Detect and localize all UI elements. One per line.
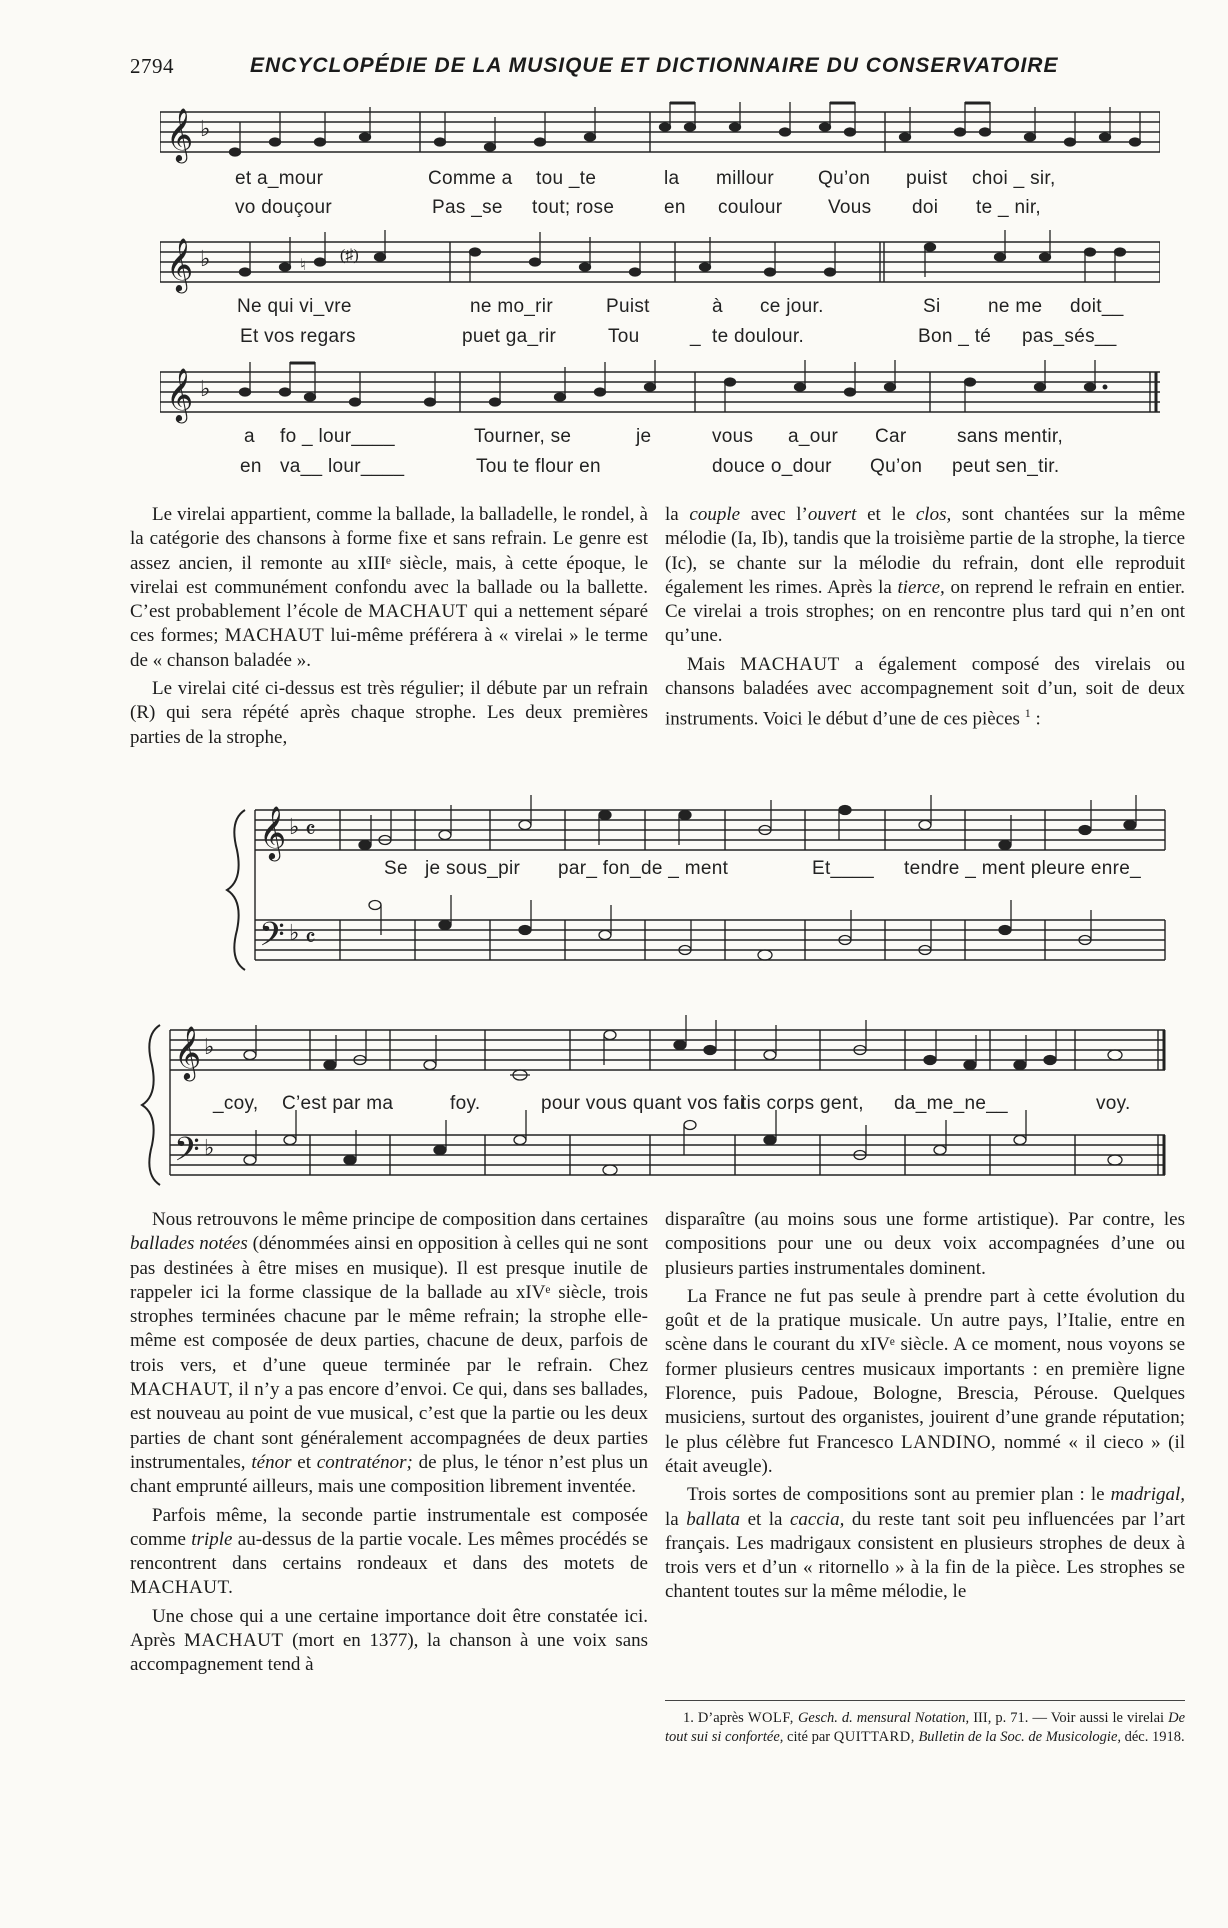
lyric: voy.: [1096, 1093, 1131, 1114]
lyric: _: [690, 326, 701, 347]
lyric: douce o_dour: [712, 456, 832, 477]
text-run: déc. 1918.: [1124, 1729, 1185, 1745]
text-run: et: [297, 1451, 311, 1473]
italic-term: couple: [689, 504, 741, 525]
text-run: (mort en 1377), la chanson à une voix sans accompagnement tend à: [130, 1630, 649, 1676]
lyric: peut sen_tir.: [952, 456, 1060, 477]
lyric: vous: [712, 426, 754, 447]
lyric: _coy,: [213, 1093, 259, 1114]
svg-text:♮: ♮: [300, 257, 306, 274]
right-column-bottom: [665, 1208, 1185, 1609]
lyric: te _ nir,: [976, 197, 1042, 218]
lyric: par_ fon_de _ ment: [558, 858, 729, 879]
text-run: Nous retrouvons le même principe de composition dans certaines: [152, 1209, 648, 1230]
svg-text:𝄢: 𝄢: [259, 916, 285, 962]
footnote-ref[interactable]: 1: [1024, 706, 1031, 721]
svg-text:(♯): (♯): [340, 247, 359, 264]
svg-text:𝄢: 𝄢: [174, 1131, 200, 1177]
footnote: [665, 1700, 1185, 1747]
paragraph: Le virelai cité ci-dessus est très régulier; il débute par un refrain (R) qui sera répété après chaque strophe. Les deux premières parties de la strophe,: [130, 678, 648, 748]
lyric: je sous_pir: [425, 858, 521, 879]
lyric: Tou te flour en: [476, 456, 601, 477]
paragraph: [665, 653, 1185, 732]
svg-text:♭: ♭: [289, 815, 300, 840]
author-name: MACHAUT.: [130, 1577, 234, 1599]
italic-term: ballades notées: [130, 1233, 248, 1255]
lyric: je: [636, 426, 652, 447]
lyric: Tourner, se: [474, 426, 572, 447]
lyric: a_our: [788, 426, 839, 447]
lyric: sans mentir,: [957, 426, 1064, 447]
italic-term: ballata: [686, 1508, 741, 1530]
svg-text:𝄞: 𝄞: [174, 1025, 202, 1079]
text-run: au-dessus de la partie vocale. Les mêmes procédés se rencontrent dans certains rondeaux et dans des motets de: [130, 1528, 649, 1575]
text-run: Mais: [687, 653, 725, 675]
lyric: doit__: [1070, 296, 1124, 317]
paragraph: [130, 1605, 648, 1678]
text-run: III, p. 71. — Voir aussi le virelai: [973, 1710, 1165, 1726]
author-name: LANDINO,: [901, 1431, 997, 1453]
lyric: Si: [923, 296, 941, 317]
italic-title: Bulletin de la Soc. de Musicologie,: [918, 1729, 1121, 1745]
text-run: a également composé des virelais ou chansons baladées avec accompagnement soit d’un, soit de deux instruments. Voici le début d’une de ces pièces: [665, 653, 1186, 730]
lyric: tout; rose: [532, 197, 615, 218]
lyric: ne mo_rir: [470, 296, 553, 317]
lyric: coulour: [718, 197, 783, 218]
music-staff-2: [160, 230, 1160, 300]
italic-title: De tout sui si confortée,: [665, 1710, 1186, 1745]
lyric: millour: [716, 168, 775, 189]
svg-text:♭: ♭: [200, 377, 211, 402]
author-name: MACHAUT,: [130, 1379, 234, 1401]
text-run: cité par: [787, 1729, 831, 1745]
text-run: Trois sortes de compositions sont au premier plan : le: [687, 1484, 1105, 1506]
text-run: il n’y a pas encore d’envoi. Ce qui, dans ses ballades, est nouveau au point de vue musical, c’est que la partie ou les deux parties de chant sont généralement accompagnées de deux parties instrumentales,: [130, 1379, 648, 1473]
author-name: WOLF,: [747, 1710, 794, 1726]
text-run: Parfois même, la seconde partie instrumentale est composée comme: [130, 1504, 648, 1550]
lyric: te doulour.: [712, 326, 805, 347]
text-run: Le virelai appartient, comme la ballade, la balladelle, le rondel, à la catégorie des chansons à forme fixe et sans refrain. Le genre est assez ancien, il remonte au xIIIᵉ siècle, mais, à cette époque, le virelai est communément confondu avec la ballade ou la ballette. C’est probablement l’école de: [130, 504, 648, 623]
lyric: tendre _ ment pleure enre_: [904, 858, 1142, 879]
svg-text:𝄴: 𝄴: [305, 924, 316, 952]
lyric: à: [712, 296, 723, 317]
grand-staff-1: [225, 790, 1170, 990]
running-title: ENCYCLOPÉDIE DE LA MUSIQUE ET DICTIONNAIRE DU CONSERVATOIRE: [250, 54, 1059, 77]
lyric: a: [244, 426, 255, 447]
italic-title: Gesch. d. mensural Notation,: [797, 1710, 970, 1726]
text-run: nommé « il cieco » (il était aveugle).: [665, 1431, 1186, 1477]
text-run: la: [665, 1508, 679, 1530]
italic-term: caccia,: [790, 1508, 845, 1530]
paragraph: disparaître (au moins sous une forme artistique). Par contre, les compositions pour une ou deux voix accompagnées d’une ou plusieurs parties instrumentales dominent.: [665, 1209, 1185, 1279]
paragraph: [130, 1504, 648, 1601]
left-column-bottom: [130, 1208, 648, 1682]
text-run: qui a nettement séparé ces formes;: [130, 601, 649, 647]
lyric: Comme a: [428, 168, 513, 189]
lyric: en: [240, 456, 262, 477]
text-run: et la: [747, 1508, 783, 1530]
right-column-top: [665, 503, 1185, 736]
lyric: choi _ sir,: [972, 168, 1056, 189]
lyric: Et vos regars: [240, 326, 356, 347]
text-run: sont chantées sur la même mélodie (Ia, Ib), tandis que la troisième partie de la strophe, la tierce (Ic), se chante sur la mélodie du refrain, dont elle reproduit également les rimes. Après la: [665, 504, 1186, 598]
lyric: Bon _ té: [918, 326, 992, 347]
page-number: 2794: [130, 54, 174, 78]
italic-term: triple: [191, 1528, 233, 1550]
lyric: Tou: [608, 326, 640, 347]
svg-text:♭: ♭: [200, 247, 211, 272]
svg-text:♭: ♭: [204, 1136, 215, 1161]
lyric: Et____: [812, 858, 875, 879]
lyric: en: [664, 197, 686, 218]
lyric: foy.: [450, 1093, 481, 1114]
italic-term: ouvert: [807, 504, 857, 525]
text-run: du reste tant soit peu influencées par l’art français. Les madrigaux consistent en plusieurs strophes de deux à trois vers et d’un « ritornello » à la fin de la pièce. Les strophes se chantent toutes sur la même mélodie, le: [665, 1508, 1185, 1603]
svg-text:𝄞: 𝄞: [166, 237, 194, 291]
left-column-top: [130, 503, 648, 754]
lyric: Qu’on: [870, 456, 923, 477]
text-run: (dénommées ainsi en opposition à celles qui ne sont pas destinées à être mises en musique). Il est presque inutile de rappeler ici la forme classique de la ballade au xIVᵉ siècle, trois strophes terminées chacune par le même refrain; la strophe elle-même est composée de deux parties, chacune de deux, parfois de trois vers, et d’une queue terminée par le refrain. Chez: [130, 1233, 648, 1376]
lyric: et a_mour: [235, 168, 324, 189]
lyric: ne me: [988, 296, 1043, 317]
lyric: tou _te: [536, 168, 597, 189]
lyric: Pas _se: [432, 197, 503, 218]
running-header: [130, 52, 1090, 82]
svg-text:𝄞: 𝄞: [166, 367, 194, 421]
text-run: avec l’: [750, 504, 808, 525]
lyric: doi: [912, 197, 939, 218]
svg-text:♭: ♭: [200, 117, 211, 142]
paragraph: [665, 1483, 1185, 1604]
lyric: Puist: [606, 296, 650, 317]
lyric: pour vous quant vos fai: [541, 1093, 745, 1114]
text-run: la: [665, 504, 679, 525]
lyric: Car: [875, 426, 907, 447]
lyric: Vous: [828, 197, 872, 218]
text-run: on reprend le refrain en entier. Ce virelai a trois strophes; on en rencontre plus tard qui n’en ont qu’une.: [665, 576, 1186, 647]
lyric: puet ga_rir: [462, 326, 557, 347]
lyric: tis corps gent,: [741, 1093, 864, 1114]
lyric: da_me_ne__: [894, 1093, 1008, 1114]
paragraph: [665, 1285, 1185, 1479]
lyric: puist: [906, 168, 948, 189]
lyric: pas_sés__: [1022, 326, 1117, 347]
lyric: va__ lour____: [280, 456, 405, 477]
author-name: MACHAUT: [740, 653, 840, 675]
lyric: Qu’on: [818, 168, 871, 189]
footnote-text: [665, 1709, 1185, 1747]
text-run: lui-même préférera à « virelai » le terme de « chanson baladée ».: [130, 625, 648, 671]
lyric: vo douçour: [235, 197, 333, 218]
text-run: 1. D’après: [683, 1710, 744, 1726]
lyric: la: [664, 168, 680, 189]
italic-term: madrigal,: [1110, 1484, 1186, 1506]
svg-text:♭: ♭: [204, 1035, 215, 1060]
music-staff-1: [160, 100, 1160, 170]
svg-text:♭: ♭: [289, 921, 300, 946]
author-name: QUITTARD,: [833, 1729, 915, 1745]
text-run: La France ne fut pas seule à prendre part à cette évolution du goût et de la pratique musicale. Un autre pays, l’Italie, entre en scène dans le courant du xIVᵉ siècle. A ce moment, nous voyons se former plusieurs centres musicaux importants : en première ligne Florence, puis Padoue, Bologne, Brescia, Pérouse. Quelques musiciens, surtout des organistes, jouirent d’une grande réputation; le plus célèbre fut Francesco: [665, 1285, 1185, 1453]
svg-text:𝄞: 𝄞: [166, 107, 194, 161]
author-name: MACHAUT: [224, 625, 325, 647]
paragraph: [130, 503, 648, 673]
text-run: de plus, le ténor n’est plus un chant emprunté ailleurs, mais une composition librement inventée.: [130, 1451, 649, 1498]
paragraph: [665, 503, 1185, 649]
music-staff-3: [160, 360, 1160, 430]
italic-term: ténor: [251, 1451, 292, 1473]
text-run: et le: [867, 504, 906, 525]
lyric: Se: [384, 858, 408, 879]
svg-text:𝄞: 𝄞: [259, 805, 287, 859]
author-name: MACHAUT: [368, 601, 468, 623]
italic-term: contraténor;: [316, 1451, 413, 1473]
lyric: Ne qui vi_vre: [237, 296, 352, 317]
lyric: C’est par ma: [282, 1093, 394, 1114]
lyric: ce jour.: [760, 296, 824, 317]
italic-term: tierce,: [897, 576, 945, 598]
text-run: :: [1030, 708, 1041, 730]
text-run: Une chose qui a une certaine importance doit être constatée ici. Après: [130, 1605, 648, 1652]
paragraph: [130, 1208, 648, 1500]
svg-text:𝄴: 𝄴: [305, 816, 316, 844]
italic-term: clos,: [915, 504, 952, 525]
author-name: MACHAUT: [183, 1630, 284, 1652]
lyric: fo _ lour____: [280, 426, 395, 447]
